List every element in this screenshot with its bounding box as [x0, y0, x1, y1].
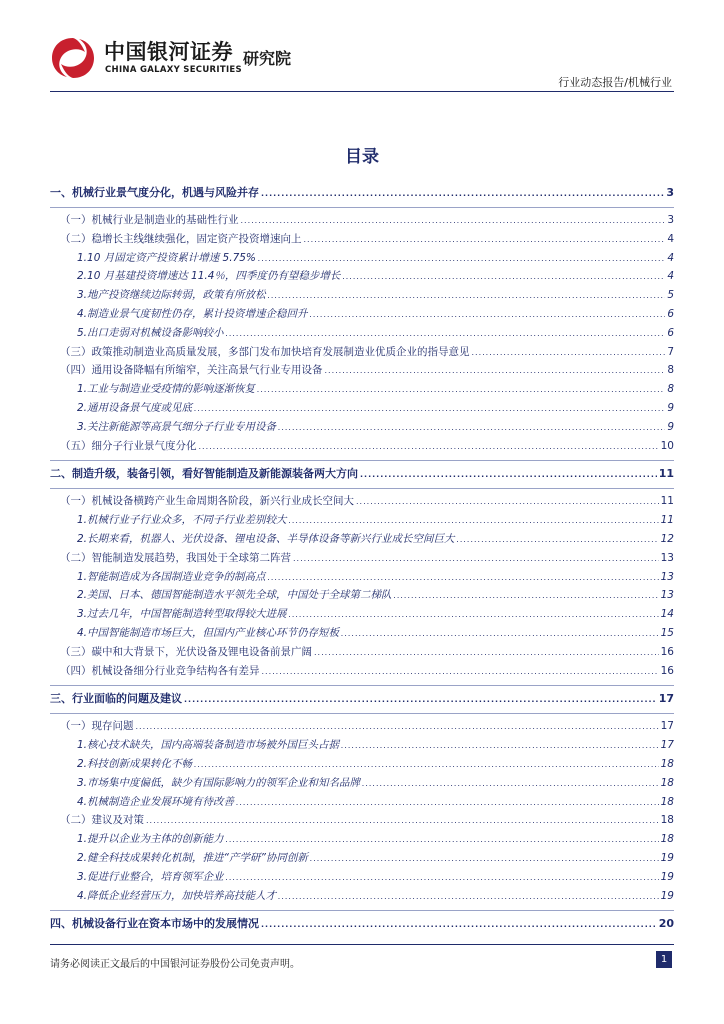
toc-leader-dots [278, 423, 665, 432]
toc-entry-page: 4 [667, 251, 674, 264]
section-divider [50, 460, 674, 461]
toc-leader-dots [136, 722, 659, 731]
table-of-contents [50, 184, 674, 934]
toc-entry-page: 11 [660, 495, 674, 508]
toc-leader-dots [394, 591, 659, 600]
toc-item-entry[interactable] [50, 512, 674, 531]
toc-item-entry[interactable] [50, 869, 674, 888]
toc-leader-dots [258, 254, 665, 263]
toc-entry-label: （三）政策推动制造业高质量发展，多部门发布加快培育发展制造业优质企业的指导意见 [60, 345, 470, 358]
toc-leader-dots [268, 291, 666, 300]
footer-divider [50, 944, 674, 945]
toc-entry-page: 8 [667, 364, 674, 377]
toc-entry-label: （二）稳增长主线继续强化，固定资产投资增速向上 [60, 232, 302, 245]
toc-entry-page: 13 [660, 551, 674, 564]
toc-item-entry[interactable] [50, 287, 674, 306]
toc-leader-dots [314, 648, 659, 657]
toc-leader-dots [304, 235, 666, 244]
footer-disclaimer: 请务必阅读正文最后的中国银河证券股份公司免责声明。 [50, 959, 300, 970]
toc-section-entry[interactable] [50, 690, 674, 709]
toc-item-entry[interactable] [50, 888, 674, 907]
toc-entry-label: 2.健全科技成果转化机制，推进“产学研”协同创新 [77, 851, 308, 864]
toc-entry-label: （四）通用设备降幅有所缩窄，关注高景气行业专用设备 [60, 364, 323, 377]
toc-entry-page: 20 [658, 917, 674, 931]
toc-leader-dots [341, 741, 659, 750]
toc-entry-label: 1.智能制造成为各国制造业竞争的制高点 [77, 570, 266, 583]
toc-leader-dots [236, 798, 659, 807]
toc-entry-label: 3.关注新能源等高景气细分子行业专用设备 [77, 420, 277, 433]
toc-subsection-entry[interactable] [50, 644, 674, 663]
toc-entry-page: 4 [667, 270, 674, 283]
toc-item-entry[interactable] [50, 625, 674, 644]
toc-entry-label: （三）碳中和大背景下，光伏设备及锂电设备前景广阔 [60, 645, 312, 658]
toc-leader-dots [261, 920, 657, 929]
toc-leader-dots [325, 366, 666, 375]
toc-leader-dots [362, 779, 659, 788]
toc-entry-page: 6 [667, 307, 674, 320]
toc-subsection-entry[interactable] [50, 231, 674, 250]
toc-entry-label: 1.10 月固定资产投资累计增速 5.75% [77, 251, 256, 264]
toc-entry-label: 二、制造升级，装备引领，看好智能制造及新能源装备两大方向 [50, 467, 358, 481]
section-divider [50, 488, 674, 489]
logo-english-name: CHINA GALAXY SECURITIES [105, 65, 242, 75]
toc-entry-label: （二）建议及对策 [60, 814, 144, 827]
toc-item-entry[interactable] [50, 419, 674, 438]
toc-entry-label: 2.科技创新成果转化不畅 [77, 757, 193, 770]
toc-item-entry[interactable] [50, 831, 674, 850]
toc-entry-page: 18 [660, 833, 674, 846]
toc-entry-label: 一、机械行业景气度分化，机遇与风险并存 [50, 186, 259, 199]
toc-subsection-entry[interactable] [50, 718, 674, 737]
toc-section-entry[interactable] [50, 465, 674, 484]
toc-leader-dots [257, 385, 665, 394]
toc-leader-dots [278, 892, 659, 901]
toc-leader-dots [310, 310, 666, 319]
toc-subsection-entry[interactable] [50, 493, 674, 512]
toc-entry-page: 19 [660, 870, 674, 883]
toc-subsection-entry[interactable] [50, 812, 674, 831]
toc-entry-page: 3 [667, 214, 674, 226]
toc-leader-dots [341, 629, 659, 638]
toc-entry-page: 11 [660, 514, 674, 527]
toc-entry-label: 5.出口走弱对机械设备影响较小 [77, 326, 224, 339]
toc-entry-label: 2.通用设备景气度或见底 [77, 401, 193, 414]
toc-item-entry[interactable] [50, 794, 674, 813]
toc-leader-dots [268, 573, 659, 582]
toc-entry-page: 19 [660, 851, 674, 864]
toc-leader-dots [226, 329, 666, 338]
toc-leader-dots [241, 216, 666, 225]
toc-entry-label: 4.中国智能制造市场巨大，但国内产业核心环节仍存短板 [77, 626, 340, 639]
toc-subsection-entry[interactable] [50, 550, 674, 569]
toc-item-entry[interactable] [50, 737, 674, 756]
toc-item-entry[interactable] [50, 531, 674, 550]
section-divider [50, 207, 674, 208]
toc-entry-label: 2.10 月基建投资增速达 11.4％，四季度仍有望稳步增长 [77, 270, 341, 283]
toc-leader-dots [310, 854, 659, 863]
toc-item-entry[interactable] [50, 775, 674, 794]
toc-item-entry[interactable] [50, 400, 674, 419]
toc-entry-label: 三、行业面临的问题及建议 [50, 692, 182, 706]
toc-leader-dots [261, 189, 664, 198]
toc-leader-dots [194, 760, 659, 769]
toc-entry-page: 15 [660, 626, 674, 639]
toc-item-entry[interactable] [50, 756, 674, 775]
toc-entry-page: 14 [660, 608, 674, 621]
toc-entry-label: （四）机械设备细分行业竞争结构各有差异 [60, 664, 260, 677]
toc-entry-label: （二）智能制造发展趋势，我国处于全球第二阵营 [60, 551, 291, 564]
toc-subsection-entry[interactable] [50, 663, 674, 682]
toc-entry-page: 18 [660, 757, 674, 770]
galaxy-swirl-logo-icon [50, 36, 96, 80]
section-divider [50, 685, 674, 686]
toc-leader-dots [293, 554, 659, 563]
toc-item-entry[interactable] [50, 250, 674, 269]
toc-leader-dots [226, 835, 659, 844]
toc-entry-label: 1.核心技术缺失，国内高端装备制造市场被外国巨头占据 [77, 739, 340, 752]
header-divider [50, 91, 674, 92]
toc-leader-dots [356, 497, 659, 506]
toc-entry-label: 3.促进行业整合，培育领军企业 [77, 870, 224, 883]
toc-entry-page: 5 [667, 289, 674, 302]
toc-leader-dots [289, 610, 659, 619]
toc-subsection-entry[interactable] [50, 438, 674, 457]
toc-leader-dots [472, 348, 666, 357]
toc-entry-label: 3.地产投资继续边际转弱，政策有所放松 [77, 289, 266, 302]
toc-entry-label: 3.市场集中度偏低，缺少有国际影响力的领军企业和知名品牌 [77, 776, 361, 789]
toc-entry-label: （一）现存问题 [60, 720, 134, 733]
toc-entry-page: 12 [660, 532, 674, 545]
toc-leader-dots [262, 667, 659, 676]
toc-entry-page: 8 [667, 383, 674, 396]
toc-leader-dots [457, 535, 659, 544]
toc-leader-dots [360, 470, 657, 479]
toc-entry-label: 4.机械制造企业发展环境有待改善 [77, 795, 235, 808]
toc-entry-label: （五）细分子行业景气度分化 [60, 439, 197, 452]
toc-entry-label: （一）机械设备横跨产业生命周期各阶段，新兴行业成长空间大 [60, 495, 354, 508]
toc-entry-page: 17 [658, 692, 674, 706]
toc-entry-page: 18 [660, 795, 674, 808]
toc-entry-page: 13 [660, 589, 674, 602]
toc-entry-page: 7 [667, 345, 674, 358]
toc-entry-page: 4 [667, 232, 674, 245]
toc-entry-label: 2.美国、日本、德国智能制造水平领先全球，中国处于全球第二梯队 [77, 589, 392, 602]
toc-entry-page: 9 [667, 401, 674, 414]
toc-item-entry[interactable] [50, 306, 674, 325]
institute-label: 研究院 [243, 49, 292, 68]
toc-entry-page: 6 [667, 326, 674, 339]
toc-entry-page: 10 [660, 439, 674, 452]
toc-leader-dots [199, 442, 659, 451]
toc-leader-dots [194, 404, 665, 413]
toc-entry-label: （一）机械行业是制造业的基础性行业 [60, 214, 239, 226]
toc-section-entry[interactable] [50, 184, 674, 203]
section-divider [50, 910, 674, 911]
toc-item-entry[interactable] [50, 381, 674, 400]
toc-subsection-entry[interactable] [50, 362, 674, 381]
toc-item-entry[interactable] [50, 325, 674, 344]
toc-title: 目录 [345, 147, 379, 167]
toc-item-entry[interactable] [50, 587, 674, 606]
toc-subsection-entry[interactable] [50, 212, 674, 231]
toc-entry-page: 17 [660, 720, 674, 733]
toc-item-entry[interactable] [50, 606, 674, 625]
toc-item-entry[interactable] [50, 850, 674, 869]
toc-entry-label: 1.机械行业子行业众多，不同子行业差别较大 [77, 514, 287, 527]
toc-entry-page: 13 [660, 570, 674, 583]
report-type: 行业动态报告/机械行业 [558, 76, 672, 89]
toc-leader-dots [146, 816, 659, 825]
toc-entry-label: 1.提升以企业为主体的创新能力 [77, 833, 224, 846]
toc-leader-dots [226, 873, 659, 882]
toc-entry-page: 17 [660, 739, 674, 752]
section-divider [50, 713, 674, 714]
toc-subsection-entry[interactable] [50, 344, 674, 363]
toc-entry-page: 16 [660, 664, 674, 677]
toc-entry-page: 18 [660, 776, 674, 789]
page-number: 1 [656, 951, 672, 968]
toc-entry-label: 4.降低企业经营压力，加快培养高技能人才 [77, 889, 277, 902]
toc-entry-page: 9 [667, 420, 674, 433]
toc-entry-page: 19 [660, 889, 674, 902]
toc-entry-page: 3 [666, 186, 674, 199]
toc-entry-label: 1.工业与制造业受疫情的影响逐渐恢复 [77, 383, 256, 396]
logo-chinese-name: 中国银河证券 [104, 40, 233, 64]
toc-entry-label: 3.过去几年，中国智能制造转型取得较大进展 [77, 608, 287, 621]
toc-item-entry[interactable] [50, 569, 674, 588]
toc-section-entry[interactable] [50, 915, 674, 934]
toc-entry-label: 4.制造业景气度韧性仍存，累计投资增速企稳回升 [77, 307, 308, 320]
toc-leader-dots [342, 272, 665, 281]
toc-leader-dots [184, 695, 657, 704]
toc-entry-page: 16 [660, 645, 674, 658]
toc-leader-dots [289, 516, 659, 525]
toc-entry-label: 四、机械设备行业在资本市场中的发展情况 [50, 917, 259, 931]
toc-entry-page: 18 [660, 814, 674, 827]
toc-item-entry[interactable] [50, 268, 674, 287]
toc-entry-label: 2.长期来看，机器人、光伏设备、锂电设备、半导体设备等新兴行业成长空间巨大 [77, 532, 455, 545]
toc-entry-page: 11 [658, 467, 674, 481]
